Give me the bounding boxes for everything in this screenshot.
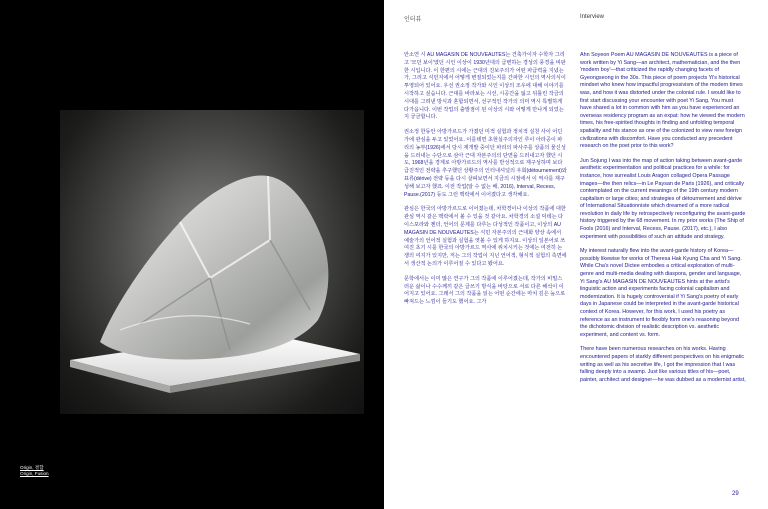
english-paragraph: There have been numerous researches on his works. Having encountered papers of starkly different perspectives on his enigmatic writing as well as his secretive life, I got the impression that I was falling deeply into a swamp. Just like various titles of his—poet, painter, architect and designer—he was dubbed as a modernist artist,	[580, 346, 746, 383]
english-paragraph: My interest naturally flew into the avant-garde history of Korea—possibly likewise for works of Theresa Hak Kyung Cha and Yi Sang. While Cha's novel Dictee embodies a critical exploration of multi-genre and multi-media dealing with diaspora, gender and language, Yi Sang's AU MAGASIN DE NOUVEAUTES hints at the artist's linguistic action and experiments facing colonial capitalism and modernization. It is hugely controversial if Yi Sang's poetry of early days in Japanese could be interpreted in the avant-garde historical context of Korea. However, for this work, I used his poetry as reference as an instrument to flexibly form one's reasoning beyond the dichotomic division of realistic description vs. aesthetic experiment, and content vs. form.	[580, 248, 742, 338]
page-number: 29	[732, 491, 739, 497]
korean-paragraph: 문학에서는 이미 많은 연구가 그의 작품에 이루어졌는데, 작가의 비밀스러운 삶이나 수수께끼 같은 글쓰기 방식을 바탕으로 서로 다른 해석이 이어지고 있어요. 그래서 그의 작품을 읽는 어떤 순간에는 마치 깊은 늪으로 빠져드는 느낌이 들기도 했어요. 그가	[404, 275, 566, 306]
photo-caption	[20, 465, 49, 477]
caption-line-ko: Origin, 결합	[20, 465, 44, 470]
english-paragraph: Ahn Soyeon Poem AU MAGASIN DE NOUVEAUTES is a piece of work written by Yi Sang—an architect, mathematician, and the then 'modern boy'—that criticized the rapidly changing facets of Gyeongseong in the 30s. This piece of poem projects Yi's historical mindset who knew how impactful progressivism of the modern times was, and how it was distorted under the colonial rule. I would like to first start discussing your encounter with poet Yi Sang. You must have shared a lot in common with him as you have experienced an overseas residency program as an expat: how he viewed the modern times, his free-spirited thoughts in finding and unfolding temporal spatiality and his stance as one of the colonized to view new foreign civilizations with discomfort. Have you conducted any precedent research on the poet prior to this work?	[580, 52, 745, 150]
english-text-column	[580, 52, 746, 391]
korean-paragraph: 안소연 시 AU MAGASIN DE NOUVEAUTES는 건축가이자 수학자 그리고 '모던 보이'였던 시인 이상이 1930년대의 급변하는 경성의 풍경을 비판한 시입니다. 이 한편의 시에는 근대의 진보주의가 어떤 파급력을 지녔는가, 그리고 식민지에서 어떻게 변질되었는지를 간파한 시인의 역사의식이 투영되어 있어요. 우선 권소정 작가와 시인 이상의 조우에 대해 이야기를 시작하고 싶습니다. 근대를 바라보는 시선, 시공간을 잃고 뒤틀린 작금의 시대를 그려낸 방식과 혼합되면서, 선구적인 작가의 의미 역시 특별하게 다가옵니다. 이번 작업의 출발점이 된 이상의 시와 어떻게 만나게 되었는지 궁금합니다.	[404, 52, 566, 121]
section-header-english: Interview	[580, 14, 605, 20]
crystal-sculpture-photo	[60, 110, 364, 414]
korean-paragraph: 관심은 한국의 아방가르드로 이어졌는데, 차학경이나 이상의 작품에 대한 관심 역시 같은 맥락에서 볼 수 있을 것 같아요. 차학경의 소설 딕테는 다이스포라와 젠더, 언어의 문제를 다루는 다성적인 작품이고, 이상의 AU MAGASIN DE NOUVEAUTES는 식민 자본주의의 근대화 양상 속에서 예술가의 언어적 실험과 실험을 엿볼 수 있게 하지요. 이상의 일본어로 쓰여진 초기 시를 한국의 아방가르드 역사에 위치시키는 것에는 여전히 논쟁의 여지가 있지만, 저는 그의 작업이 지닌 언어적, 형식적 실험의 측면에서 생산적 논의가 이루어질 수 있다고 봤어요.	[404, 206, 567, 267]
english-paragraph: Jun Sojung I was into the map of action taking between avant-garde aesthetic experimentation and political practices for a while: for instance, how surrealist Louis Aragon collaged Opera Passage images—the then relics—in Le Paysan de Paris (1926), and critically contemplated on the current meanings of the 19th century modern capitalism or large cities; and strategies of détournement and dérive of International Situationniste which dreamed of a more radical revolution in daily life by retrospectively reconfiguring the avant-garde history triggered by the 68 movement. In my prior works (The Ship of Fools (2016) and Interval, Recess, Pause. (2017), etc.), I also experiment with possibilities of such an attitude and strategy.	[580, 157, 746, 240]
caption-line-en: Origin, Fusion	[20, 471, 49, 476]
crystal-sculpture-image	[60, 110, 364, 414]
section-header-korean: 인터뷰	[404, 17, 422, 23]
right-page	[384, 0, 768, 509]
korean-text-column	[404, 52, 567, 314]
korean-paragraph: 권소정 한동안 아방가르드가 가졌던 미적 실험과 정치적 실천 사이 어딘가에 관심을 두고 있었어요. 이를테면 초현실주의자인 루이 아라공이 파리의 농부(1926)에서 당시 재개발 중이던 파리의 파사주를 상품의 물신성을 드러내는 수단으로 삼아 근대 자본주의의 단면을 드러내고자 했던 시도, 1968년을 경계로 아방가르드의 역사를 반성적으로 재구성하며 보다 급진적인 전략을 추구했던 상황주의 인터내셔널의 우회(détournement)와 표류(dérive) 전략 등을 다시 살펴보면서 지금의 시점에서 이 역사를 재구성해 보고자 했죠. 이전 작업(알 수 없는 배, 2016), Interval, Recess, Pause.(2017) 등도 그런 맥락에서 이어졌다고 생각해요.	[404, 129, 567, 198]
